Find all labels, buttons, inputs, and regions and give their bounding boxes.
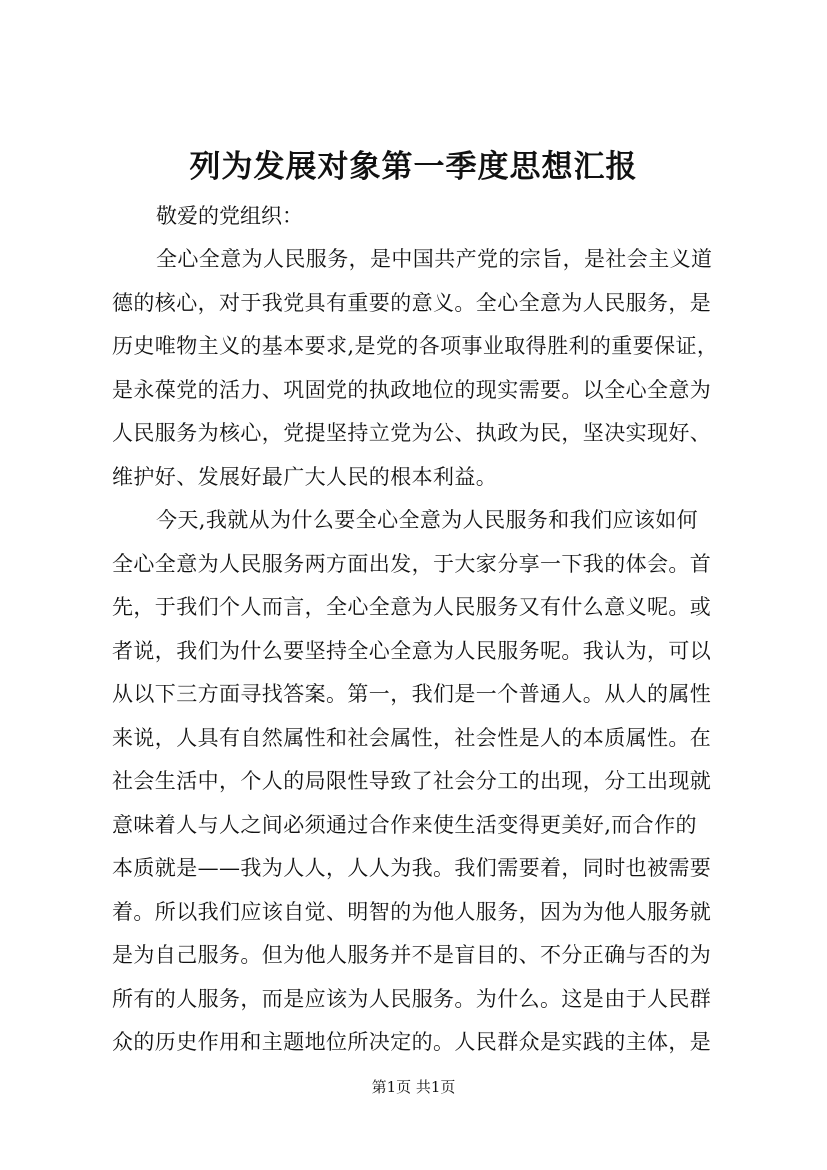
paragraph-line: 所有的人服务，而是应该为人民服务。为什么。这是由于人民群 <box>112 986 712 1011</box>
paragraph-line: 者说，我们为什么要坚持全心全意为人民服务呢。我认为，可以 <box>112 638 712 663</box>
paragraph-line: 意味着人与人之间必须通过合作来使生活变得更美好,而合作的 <box>112 812 697 837</box>
paragraph-line: 社会生活中，个人的局限性导致了社会分工的出现，分工出现就 <box>112 769 712 793</box>
paragraph-line: 全心全意为人民服务两方面出发，于大家分享一下我的体会。首 <box>112 551 712 576</box>
paragraph-line: 来说，人具有自然属性和社会属性，社会性是人的本质属性。在 <box>112 725 712 750</box>
paragraph-2 <box>112 499 734 1065</box>
paragraph-line: 德的核心，对于我党具有重要的意义。全心全意为人民服务，是 <box>112 290 712 315</box>
paragraph-line: 是永葆党的活力、巩固党的执政地位的现实需要。以全心全意为 <box>112 377 712 402</box>
paragraph-line: 先，于我们个人而言，全心全意为人民服务又有什么意义呢。或 <box>112 595 712 619</box>
paragraph-line: 历史唯物主义的基本要求,是党的各项事业取得胜利的重要保证， <box>112 334 719 358</box>
document-title: 列为发展对象第一季度思想汇报 <box>189 149 638 185</box>
paragraph-line: 众的历史作用和主题地位所决定的。人民群众是实践的主体，是 <box>112 1030 712 1054</box>
document-body <box>112 195 734 1065</box>
salutation: 敬爱的党组织： <box>156 204 303 228</box>
paragraph-1 <box>112 238 734 499</box>
paragraph-line: 维护好、发展好最广大人民的根本利益。 <box>112 464 498 489</box>
paragraph-line: 是为自己服务。但为他人服务并不是盲目的、不分正确与否的为 <box>112 943 712 967</box>
paragraph-line: 全心全意为人民服务，是中国共产党的宗旨，是社会主义道 <box>156 247 713 271</box>
paragraph-line: 今天,我就从为什么要全心全意为人民服务和我们应该如何 <box>156 508 699 532</box>
paragraph-line: 从以下三方面寻找答案。第一，我们是一个普通人。从人的属性 <box>112 682 712 706</box>
paragraph-line: 着。所以我们应该自觉、明智的为他人服务，因为为他人服务就 <box>112 899 712 924</box>
paragraph-line: 本质就是——我为人人，人人为我。我们需要着，同时也被需要 <box>112 856 712 880</box>
page-number-footer: 第1页 共1页 <box>371 1078 456 1096</box>
paragraph-line: 人民服务为核心，党提坚持立党为公、执政为民，坚决实现好、 <box>112 421 712 445</box>
